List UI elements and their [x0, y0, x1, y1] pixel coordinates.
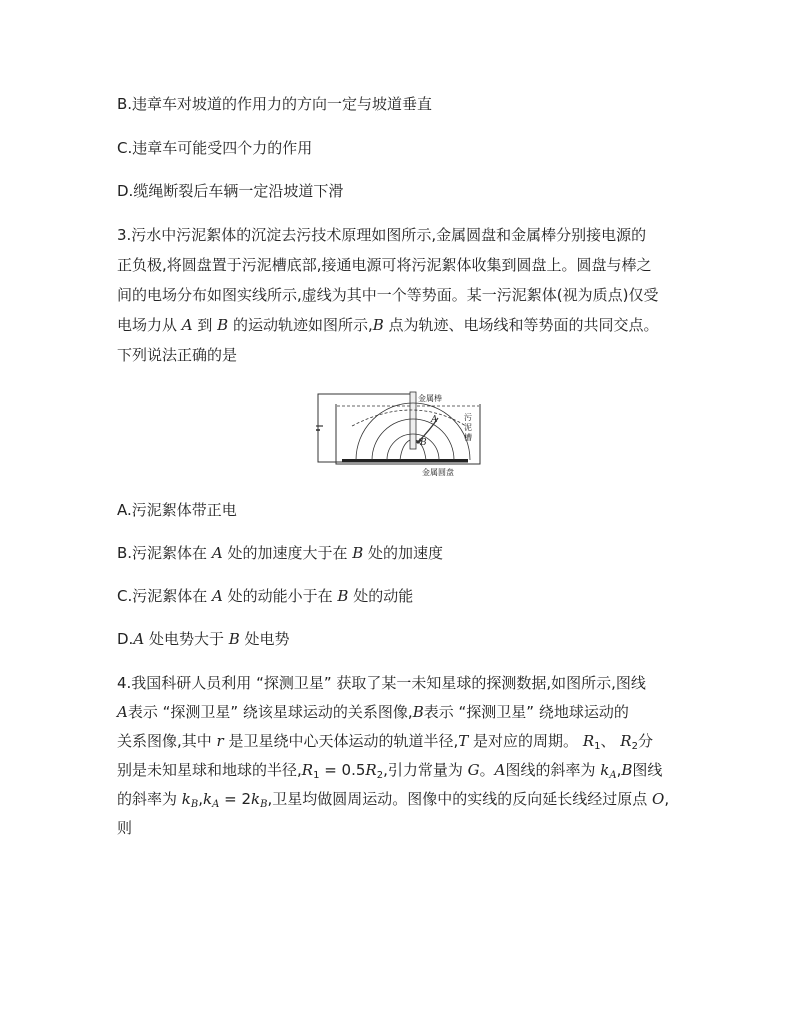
- point-a-ref: A: [181, 316, 193, 334]
- q4-stem-line-6: 则: [117, 819, 133, 837]
- tank-label-3: 槽: [464, 433, 472, 442]
- sludge-tank-figure: [316, 388, 492, 480]
- point-b-label: B: [420, 438, 427, 448]
- tank-label-2: 泥: [464, 423, 472, 432]
- disk-label: 金属圆盘: [422, 468, 454, 477]
- q2-option-c: C.违章车可能受四个力的作用: [117, 139, 313, 157]
- q3-stem-line-1: 3.污水中污泥絮体的沉淀去污技术原理如图所示,金属圆盘和金属棒分别接电源的: [117, 226, 647, 244]
- tank-label-1: 污: [464, 413, 472, 422]
- q3-stem-line-4: 电场力从 A 到 B 的运动轨迹如图所示,B 点为轨迹、电场线和等势面的共同交点。: [117, 316, 659, 334]
- q3-stem-line-2: 正负极,将圆盘置于污泥槽底部,接通电源可将污泥絮体收集到圆盘上。圆盘与棒之: [117, 256, 652, 274]
- q4-stem-line-4: 别是未知星球和地球的半径$,R_1 = 0.5R_2$,引力常量为 G。A图线的斜率为 $k_A,B$图线: [117, 761, 663, 781]
- q3-option-b: B.污泥絮体在 A 处的加速度大于在 B 处的加速度: [117, 544, 444, 562]
- q3-option-d: D.A 处电势大于 B 处电势: [117, 630, 290, 648]
- q3-option-c: C.污泥絮体在 A 处的动能小于在 B 处的动能: [117, 587, 414, 605]
- q4-stem-line-3: 关系图像,其中 r 是卫星绕中心天体运动的轨道半径,T 是对应的周期。 $R_1$、 $R_2$分: [117, 732, 653, 752]
- rod-label: 金属棒: [418, 394, 442, 403]
- point-a-label: A: [431, 415, 438, 425]
- q3-stem-line-3: 间的电场分布如图实线所示,虚线为其中一个等势面。某一污泥絮体(视为质点)仅受: [117, 286, 659, 304]
- q2-option-b: B.违章车对坡道的作用力的方向一定与坡道垂直: [117, 95, 433, 113]
- q4-stem-line-2: A表示 “探测卫星” 绕该星球运动的关系图像,B表示 “探测卫星” 绕地球运动的: [117, 703, 629, 721]
- q3-stem-line-5: 下列说法正确的是: [117, 346, 238, 364]
- q4-stem-line-1: 4.我国科研人员利用 “探测卫星” 获取了某一未知星球的探测数据,如图所示,图线: [117, 674, 646, 692]
- metal-disk: [342, 459, 468, 463]
- metal-rod: [410, 392, 416, 449]
- tank-outline: [336, 404, 480, 464]
- q2-option-d: D.缆绳断裂后车辆一定沿坡道下滑: [117, 182, 344, 200]
- point-b-ref: B: [217, 316, 229, 334]
- q3-option-a: A.污泥絮体带正电: [117, 501, 237, 519]
- field-line-left-short: [400, 440, 410, 460]
- point-b-ref: B: [372, 316, 384, 334]
- q4-stem-line-5: 的斜率为 $k_B,k_A = 2k_B$,卫星均做圆周运动。图像中的实线的反向延长线经过原点 O,: [117, 790, 670, 810]
